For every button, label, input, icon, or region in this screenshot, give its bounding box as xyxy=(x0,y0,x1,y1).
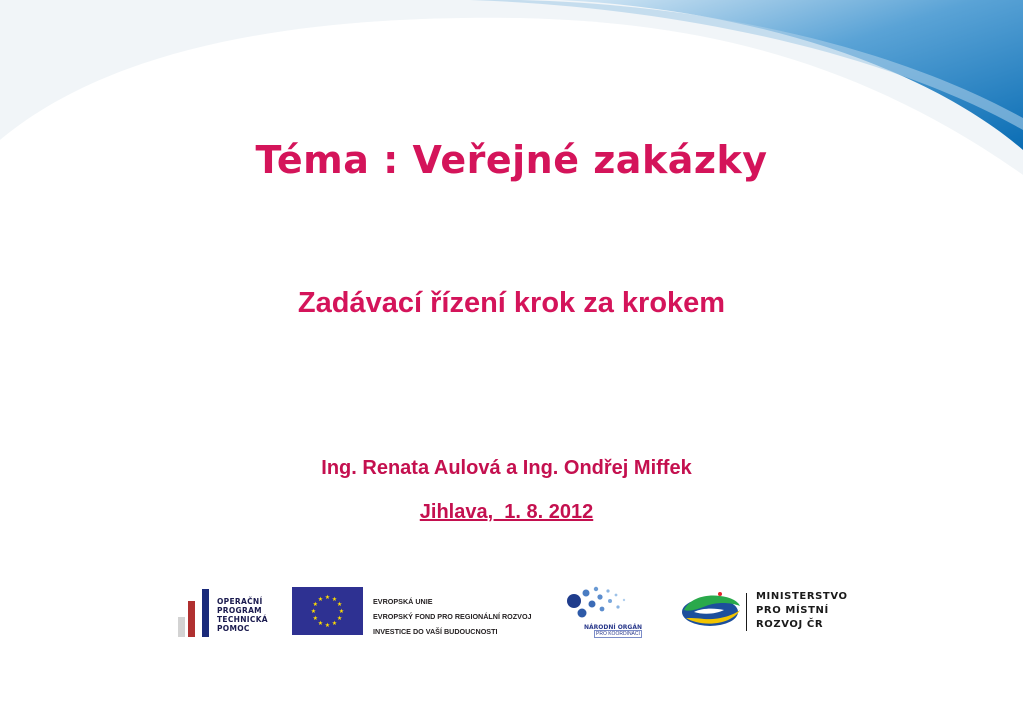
eu-star-icon: ★ xyxy=(336,616,343,622)
optp-bar-blue xyxy=(202,589,209,637)
eu-line: EVROPSKÝ FOND PRO REGIONÁLNÍ ROZVOJ xyxy=(373,612,532,621)
eu-logo xyxy=(292,587,552,637)
optp-bar-grey xyxy=(178,617,185,637)
eu-star-icon: ★ xyxy=(331,621,338,628)
eu-star-icon: ★ xyxy=(312,602,319,608)
optp-logo xyxy=(178,587,278,637)
eu-star-icon: ★ xyxy=(338,609,345,615)
optp-line: PROGRAM xyxy=(217,606,262,615)
place-date-text: Jihlava, 1. 8. 2012 xyxy=(419,501,594,523)
optp-line: OPERAČNÍ xyxy=(217,597,263,606)
slide-title: Téma : Veřejné zakázky xyxy=(255,138,768,182)
mmr-emblem-icon xyxy=(680,588,742,630)
optp-logo-text xyxy=(217,597,268,633)
authors-line: Ing. Renata Aulová a Ing. Ondřej Miffek xyxy=(321,457,692,479)
optp-bar-red xyxy=(188,601,195,637)
eu-star-icon: ★ xyxy=(317,596,324,603)
narodni-organ-caption: NÁRODNÍ ORGÁN xyxy=(584,624,643,631)
mmr-line: PRO MÍSTNÍ xyxy=(756,605,829,616)
eu-line: INVESTICE DO VAŠÍ BUDOUCNOSTI xyxy=(373,627,498,636)
mmr-logo-text xyxy=(756,590,848,632)
eu-line: EVROPSKÁ UNIE xyxy=(373,597,433,606)
eu-logo-text xyxy=(373,594,532,639)
slide-subtitle: Zadávací řízení krok za krokem xyxy=(297,287,726,319)
place-date-line xyxy=(0,501,1013,524)
eu-star-icon: ★ xyxy=(331,596,338,603)
eu-star-icon: ★ xyxy=(336,602,343,608)
eu-flag-icon xyxy=(292,587,363,635)
eu-star-icon: ★ xyxy=(310,609,317,615)
narodni-organ-subcaption: PRO KOORDINACI xyxy=(596,631,640,637)
eu-star-icon: ★ xyxy=(324,595,331,601)
mmr-line: MINISTERSTVO xyxy=(756,591,848,602)
eu-star-icon: ★ xyxy=(312,616,319,622)
eu-star-icon: ★ xyxy=(324,623,331,629)
mmr-line: ROZVOJ ČR xyxy=(756,619,824,630)
mmr-separator xyxy=(746,593,747,631)
optp-line: TECHNICKÁ xyxy=(217,615,268,624)
narodni-organ-logo xyxy=(562,585,652,640)
dots-icon xyxy=(562,585,652,625)
optp-line: POMOC xyxy=(217,624,250,633)
mmr-logo xyxy=(680,588,860,638)
eu-star-icon: ★ xyxy=(317,621,324,628)
